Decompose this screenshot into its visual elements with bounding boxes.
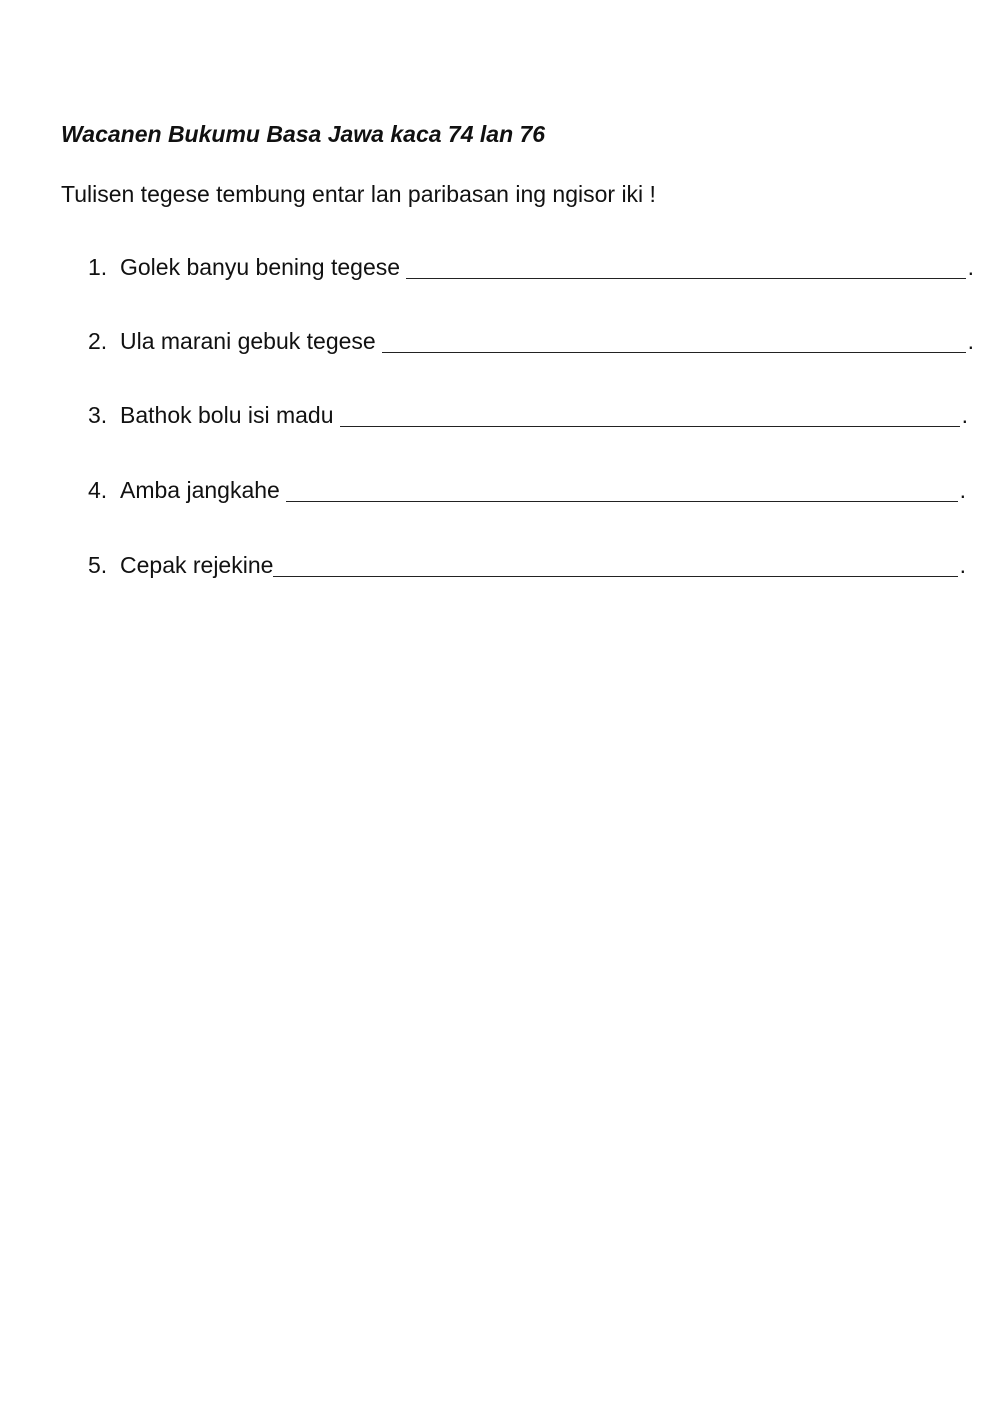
worksheet-instruction: Tulisen tegese tembung entar lan paribasan ing ngisor iki ! bbox=[61, 181, 656, 207]
answer-blank-5[interactable] bbox=[273, 556, 957, 577]
answer-blank-2[interactable] bbox=[382, 332, 966, 353]
answer-blank-4[interactable] bbox=[286, 481, 958, 502]
question-text: Amba jangkahe bbox=[120, 477, 280, 503]
question-item-1 bbox=[88, 254, 974, 286]
answer-blank-3[interactable] bbox=[340, 406, 960, 427]
question-period: . bbox=[959, 552, 966, 578]
question-text: Golek banyu bening tegese bbox=[120, 254, 401, 280]
question-number: 4. bbox=[88, 477, 108, 503]
answer-blank-1[interactable] bbox=[406, 258, 966, 279]
question-text: Cepak rejekine bbox=[120, 552, 274, 578]
question-number: 3. bbox=[88, 402, 108, 428]
worksheet-title: Wacanen Bukumu Basa Jawa kaca 74 lan 76 bbox=[61, 121, 546, 147]
question-item-2 bbox=[88, 328, 974, 360]
question-text: Bathok bolu isi madu bbox=[120, 402, 334, 428]
question-period: . bbox=[961, 402, 968, 428]
question-period: . bbox=[967, 254, 974, 280]
question-number: 5. bbox=[88, 552, 108, 578]
question-period: . bbox=[967, 328, 974, 354]
question-item-3 bbox=[88, 402, 968, 434]
question-period: . bbox=[959, 477, 966, 503]
question-item-5 bbox=[88, 552, 966, 584]
question-text: Ula marani gebuk tegese bbox=[120, 328, 376, 354]
question-number: 1. bbox=[88, 254, 108, 280]
question-number: 2. bbox=[88, 328, 108, 354]
question-item-4 bbox=[88, 477, 966, 509]
